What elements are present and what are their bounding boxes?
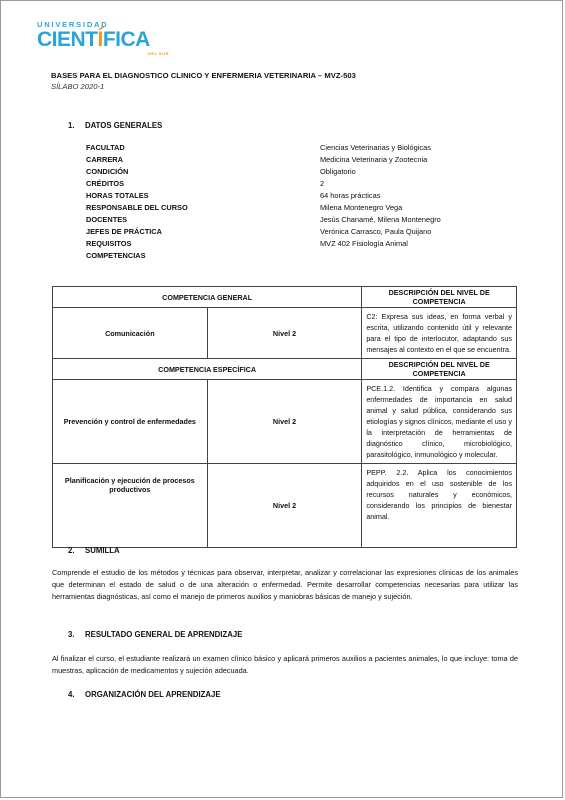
section-title: RESULTADO GENERAL DE APRENDIZAJE (85, 630, 243, 639)
logo-main-before: CIENT (37, 28, 98, 51)
table-row (53, 464, 517, 548)
section-title: DATOS GENERALES (85, 121, 163, 130)
datos-value: 2 (320, 179, 325, 188)
header-competencia-especifica: COMPETENCIA ESPECÍFICA (53, 359, 362, 380)
sumilla-text: Comprende el estudio de los métodos y técnicas para observar, interpretar, analizar y correlacionar las expresiones clínicas de los animales que determinan el estado de salud o de una alteración o enfermedad. Permite desarrollar competencias necesarias para utilizar las herramientas diagnósticas, así como el manejo de primeros auxilios y maniobras básicas de manejo y sujeción. (52, 568, 518, 601)
competencias-table (52, 286, 517, 548)
competencia-description: C2: Expresa sus ideas, en forma verbal y escrita, utilizando contenido útil y relevante para el tipo de interlocutor, adaptando sus mensajes al contexto en el que se encuentra. (362, 308, 517, 359)
competencia-name: Comunicación (53, 308, 208, 359)
competencia-description: PCE.1.2. Identifica y compara algunas enfermedades de importancia en salud animal y salud pública, considerando sus etiologías y signos clínicos, mediante el uso y la interpretación de herramientas de diagnóstico clínico, microbiológico, parasitológico, inmunológico y molecular. (362, 380, 517, 464)
header-descripcion: DESCRIPCIÓN DEL NIVEL DE COMPETENCIA (362, 287, 517, 308)
datos-label: FACULTAD (86, 143, 125, 152)
datos-value: Obligatorio (320, 167, 356, 176)
table-row (53, 308, 517, 359)
datos-value: Medicina Veterinaria y Zootecnia (320, 155, 428, 164)
logo-main-after: FICA (102, 28, 150, 51)
datos-label: CRÉDITOS (86, 179, 125, 188)
section-number: 4. (68, 690, 75, 699)
datos-value: 64 horas prácticas (320, 191, 381, 200)
datos-value: Milena Montenegro Vega (320, 203, 403, 212)
competencia-level: Nivel 2 (207, 464, 362, 548)
document-title: BASES PARA EL DIAGNOSTICO CLINICO Y ENFERMERIA VETERINARIA – MVZ-503 (51, 71, 356, 80)
datos-value: Verónica Carrasco, Paula Quijano (320, 227, 432, 236)
competencia-description: PEPP. 2.2. Aplica los conocimientos adquiridos en el uso sostenible de los recursos naturales y económicos, considerando los principios de bienestar animal. (362, 464, 517, 548)
datos-label: COMPETENCIAS (86, 251, 146, 260)
competencia-level: Nivel 2 (207, 308, 362, 359)
section-heading-organizacion (68, 690, 221, 699)
competencia-level: Nivel 2 (207, 380, 362, 464)
section-title: SUMILLA (85, 546, 120, 555)
section-title: ORGANIZACIÓN DEL APRENDIZAJE (85, 690, 221, 699)
competencia-name: Prevención y control de enfermedades (53, 380, 208, 464)
section-heading-datos-generales (68, 121, 162, 130)
section-heading-resultado (68, 630, 242, 639)
header-descripcion: DESCRIPCIÓN DEL NIVEL DE COMPETENCIA (362, 359, 517, 380)
datos-label: JEFES DE PRÁCTICA (86, 227, 162, 236)
logo-main-text (37, 29, 169, 51)
logo-top-text: UNIVERSIDAD (37, 20, 109, 29)
header-competencia-general: COMPETENCIA GENERAL (53, 287, 362, 308)
datos-value: Ciencias Veterinarias y Biológicas (320, 143, 431, 152)
table-header-row (53, 287, 517, 308)
datos-value: MVZ 402 Fisiología Animal (320, 239, 408, 248)
datos-label: RESPONSABLE DEL CURSO (86, 203, 188, 212)
table-row (53, 380, 517, 464)
section-number: 1. (68, 121, 75, 130)
datos-label: REQUISITOS (86, 239, 132, 248)
datos-value: Jesús Chanamé, Milena Montenegro (320, 215, 441, 224)
section-number: 2. (68, 546, 75, 555)
datos-label: CARRERA (86, 155, 123, 164)
datos-label: DOCENTES (86, 215, 128, 224)
datos-label: CONDICIÓN (86, 167, 129, 176)
datos-label: HORAS TOTALES (86, 191, 149, 200)
document-subtitle: SÍLABO 2020-1 (51, 82, 105, 91)
table-header-row (53, 359, 517, 380)
university-logo (37, 21, 169, 55)
section-heading-sumilla (68, 546, 120, 555)
competencia-name: Planificación y ejecución de procesos productivos (53, 464, 208, 548)
logo-main-accent: Í (97, 28, 103, 51)
section-number: 3. (68, 630, 75, 639)
resultado-text: Al finalizar el curso, el estudiante realizará un examen clínico básico y aplicará primeros auxilios a pacientes animales, lo que incluye: toma de muestras, aplicación de medicamentos y sujeción adecuada. (52, 654, 518, 675)
logo-sub-text: DEL SUR (148, 51, 169, 56)
